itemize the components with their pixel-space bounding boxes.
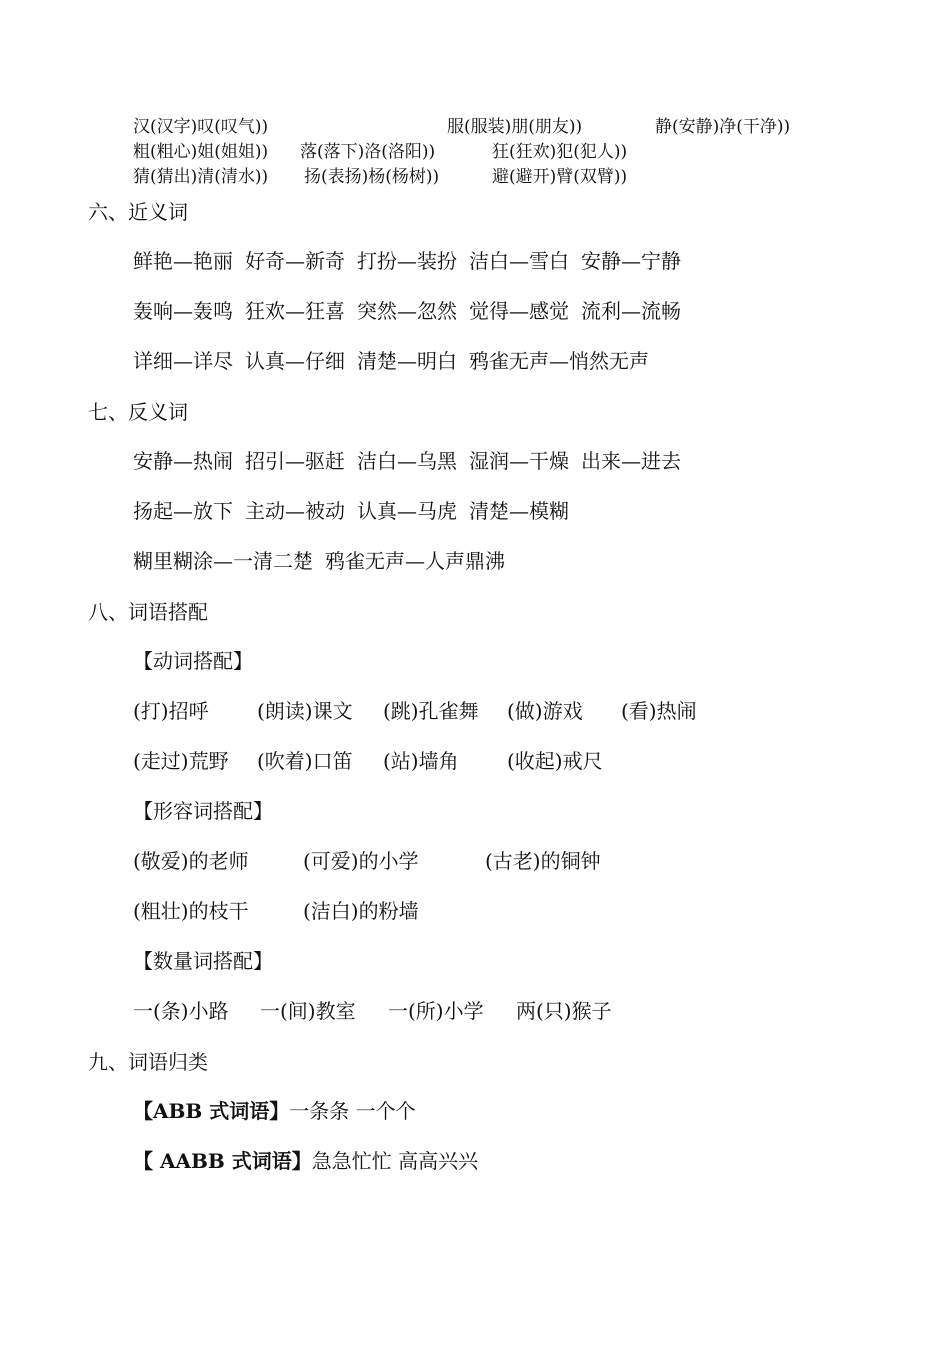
word-pair: 觉得—感觉 (469, 299, 569, 323)
antonym-row (133, 449, 693, 473)
abb-label: 【ABB 式词语】 (133, 1099, 290, 1123)
collocation-item: (敬爱)的老师 (133, 849, 249, 873)
word-pair: 狂欢—狂喜 (245, 299, 345, 323)
section-heading-synonyms: 六、近义词 (88, 200, 188, 224)
collocation-item: (做)游戏 (507, 699, 583, 723)
aabb-words: 急急忙忙 高高兴兴 (311, 1149, 479, 1173)
homophone-item: 狂(狂欢)犯(犯人)) (492, 142, 628, 162)
word-pair: 认真—仔细 (245, 349, 345, 373)
homophone-item: 粗(粗心)姐(姐姐)) (133, 142, 269, 162)
abb-words: 一条条 一个个 (289, 1099, 416, 1123)
synonym-row (133, 299, 693, 323)
word-pair: 清楚—模糊 (469, 499, 569, 523)
antonym-row (133, 499, 581, 523)
collocation-item: (走过)荒野 (133, 749, 229, 773)
adjective-collocation-heading: 【形容词搭配】 (133, 799, 273, 823)
word-pair: 详细—详尽 (133, 349, 233, 373)
section-heading-categories: 九、词语归类 (88, 1050, 208, 1074)
aabb-category-row (133, 1149, 478, 1173)
word-pair: 扬起—放下 (133, 499, 233, 523)
collocation-item: (古老)的铜钟 (485, 849, 601, 873)
word-pair: 好奇—新奇 (245, 249, 345, 273)
collocation-item: (收起)戒尺 (507, 749, 603, 773)
word-pair: 鸦雀无声—人声鼎沸 (325, 549, 505, 573)
section-heading-antonyms: 七、反义词 (88, 400, 188, 424)
collocation-item: 一(所)小学 (388, 999, 484, 1023)
collocation-item: (跳)孔雀舞 (383, 699, 479, 723)
collocation-item: (洁白)的粉墙 (303, 899, 419, 923)
synonym-row (133, 249, 693, 273)
word-pair: 打扮—装扮 (357, 249, 457, 273)
word-pair: 糊里糊涂—一清二楚 (133, 549, 313, 573)
synonym-row (133, 349, 661, 373)
antonym-row (133, 549, 517, 573)
word-pair: 轰响—轰鸣 (133, 299, 233, 323)
word-pair: 洁白—雪白 (469, 249, 569, 273)
homophone-item: 静(安静)净(干净)) (655, 117, 791, 137)
word-pair: 主动—被动 (245, 499, 345, 523)
homophone-item: 猜(猜出)清(清水)) (133, 167, 269, 187)
homophone-item: 汉(汉字)叹(叹气)) (133, 117, 269, 137)
homophone-item: 落(落下)洛(洛阳)) (300, 142, 436, 162)
word-pair: 招引—驱赶 (245, 449, 345, 473)
word-pair: 认真—马虎 (357, 499, 457, 523)
section-heading-collocations: 八、词语搭配 (88, 600, 208, 624)
word-pair: 突然—忽然 (357, 299, 457, 323)
word-pair: 鸦雀无声—悄然无声 (469, 349, 649, 373)
word-pair: 鲜艳—艳丽 (133, 249, 233, 273)
collocation-item: 一(间)教室 (260, 999, 356, 1023)
collocation-item: 两(只)猴子 (516, 999, 612, 1023)
word-pair: 湿润—干燥 (469, 449, 569, 473)
collocation-item: (粗壮)的枝干 (133, 899, 249, 923)
collocation-item: (朗读)课文 (257, 699, 353, 723)
word-pair: 安静—热闹 (133, 449, 233, 473)
word-pair: 清楚—明白 (357, 349, 457, 373)
collocation-item: 一(条)小路 (133, 999, 229, 1023)
aabb-label: 【 AABB 式词语】 (133, 1149, 312, 1173)
homophone-item: 避(避开)臂(双臂)) (492, 167, 628, 187)
homophone-item: 扬(表扬)杨(杨树)) (304, 167, 440, 187)
word-pair: 出来—进去 (581, 449, 681, 473)
verb-collocation-heading: 【动词搭配】 (133, 649, 253, 673)
collocation-item: (看)热闹 (621, 699, 697, 723)
collocation-item: (吹着)口笛 (257, 749, 353, 773)
quantifier-collocation-heading: 【数量词搭配】 (133, 949, 273, 973)
abb-category-row (133, 1099, 416, 1123)
word-pair: 安静—宁静 (581, 249, 681, 273)
collocation-item: (打)招呼 (133, 699, 209, 723)
word-pair: 洁白—乌黑 (357, 449, 457, 473)
collocation-item: (站)墙角 (383, 749, 459, 773)
collocation-item: (可爱)的小学 (303, 849, 419, 873)
homophone-item: 服(服装)朋(朋友)) (447, 117, 583, 137)
word-pair: 流利—流畅 (581, 299, 681, 323)
